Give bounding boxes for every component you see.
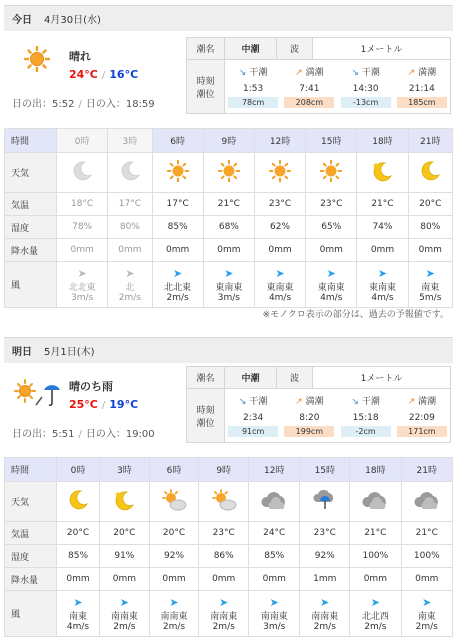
hour-label: 0時 (57, 458, 100, 482)
row-label: 時間 (5, 129, 57, 153)
row-label: 気温 (5, 522, 57, 545)
moon-icon (57, 482, 100, 522)
wave-value: 1メートル (313, 367, 451, 389)
wind-direction: 南東 (69, 611, 88, 622)
rain-value: 0mm (203, 239, 254, 262)
rain-value: 0mm (254, 239, 305, 262)
wind-arrow-icon: ➤ (269, 595, 279, 609)
temp-value: 20°C (149, 522, 199, 545)
wind-speed: 2m/s (118, 292, 141, 303)
wind-direction: 南南東 (210, 611, 238, 622)
wind-direction: 南南東 (260, 611, 288, 622)
wind-speed: 3m/s (70, 292, 94, 303)
wind-cell (357, 262, 408, 308)
hourly-forecast-table (4, 128, 453, 308)
tide-name-label: 潮名 (187, 38, 225, 60)
wind-arrow-icon: ➤ (77, 266, 87, 280)
hour-label: 21時 (408, 129, 452, 153)
cloud-icon (401, 482, 452, 522)
cloud-icon (350, 482, 401, 522)
wind-arrow-icon: ➤ (425, 266, 435, 280)
wind-speed: 2m/s (166, 292, 189, 303)
sunset-text: 日の入：19:00 (85, 429, 155, 440)
rain-value: 0mm (108, 239, 152, 262)
hour-label: 21時 (401, 458, 452, 482)
tide-name-label: 潮名 (187, 367, 225, 389)
tide-entry: ↗ 満潮 21:14 185cm (394, 65, 450, 108)
wave-label: 波 (277, 367, 313, 389)
tide-name: 中潮 (225, 367, 277, 389)
wind-cell (57, 591, 100, 637)
wind-direction: 東南東 (368, 282, 396, 293)
temp-value: 17°C (152, 193, 203, 216)
wind-direction: 南南東 (311, 611, 339, 622)
row-label: 風 (5, 591, 57, 637)
temp-value: 21°C (357, 193, 408, 216)
moon-star-icon (100, 482, 150, 522)
rain-value: 0mm (199, 568, 249, 591)
sun-cloud-icon (149, 482, 199, 522)
wind-speed: 3m/s (217, 292, 240, 303)
hour-label: 3時 (100, 458, 150, 482)
wind-speed: 2m/s (364, 621, 387, 632)
row-label: 降水量 (5, 239, 57, 262)
sun-icon (254, 153, 305, 193)
wind-direction: 北北東 (68, 282, 96, 293)
rain-value: 0mm (57, 568, 100, 591)
day-label: 明日 (12, 347, 32, 358)
tide-entry: ↘ 干潮 15:18 -2cm (338, 394, 394, 437)
temp-value: 23°C (300, 522, 350, 545)
wind-cell (108, 262, 152, 308)
humidity-value: 78% (57, 216, 108, 239)
rain-value: 0mm (249, 568, 300, 591)
wind-speed: 2m/s (313, 621, 336, 632)
hour-label: 9時 (203, 129, 254, 153)
hour-label: 15時 (300, 458, 350, 482)
humidity-value: 100% (350, 545, 401, 568)
hour-label: 18時 (357, 129, 408, 153)
hour-label: 15時 (306, 129, 357, 153)
tide-name: 中潮 (225, 38, 277, 60)
wind-speed: 2m/s (162, 621, 186, 632)
hour-label: 6時 (152, 129, 203, 153)
rain-value: 0mm (357, 239, 408, 262)
wind-arrow-icon: ➤ (173, 266, 183, 280)
wind-cell (300, 591, 350, 637)
temp-value: 23°C (199, 522, 249, 545)
wind-speed: 2m/s (212, 621, 235, 632)
temp-value: 20°C (100, 522, 150, 545)
wave-value: 1メートル (313, 38, 451, 60)
wind-direction: 南南東 (160, 611, 188, 622)
wind-direction: 東南東 (215, 282, 243, 293)
wind-speed: 5m/s (419, 292, 442, 303)
temp-value: 23°C (254, 193, 305, 216)
rain-value: 0mm (152, 239, 203, 262)
row-wind (5, 262, 453, 308)
humidity-value: 65% (306, 216, 357, 239)
row-label: 天気 (5, 482, 57, 522)
hour-label: 18時 (350, 458, 401, 482)
rain-value: 0mm (100, 568, 150, 591)
wind-direction: 南東 (421, 282, 440, 293)
temp-value: 21°C (350, 522, 401, 545)
temp-value: 18°C (57, 193, 108, 216)
wind-speed: 3m/s (263, 621, 286, 632)
row-label: 時間 (5, 458, 57, 482)
row-label: 天気 (5, 153, 57, 193)
row-rain (5, 568, 453, 591)
row-label: 湿度 (5, 545, 57, 568)
humidity-value: 100% (401, 545, 452, 568)
tide-time-level-label: 時刻 潮位 (187, 60, 225, 114)
wind-cell (203, 262, 254, 308)
wind-cell (350, 591, 401, 637)
temp-value: 21°C (203, 193, 254, 216)
rain-value: 0mm (57, 239, 108, 262)
tomorrow-section: 明日 5月1日(木) 晴のち雨 25°C / 19°C 日の出：5:51 / 日の入：19:00 潮名 中潮 波 1メートル 時刻 潮位 ↘ 干潮 2:34 91cm ↗ 満潮 8:20 199cm ↘ 干潮 15:18 -2cm ↗ 満潮 22:09 171cm 時間 0時 3時 6時 9時 12時 15時 18時 21時 天気 気温 20°C 20°C 20°C 23°C 24°C 23°C 21°C 21°C 湿度 85% 91% 92% 86% 85% 92% 100% 100% 降水量 0mm 0mm 0mm 0mm 0mm 1mm 0mm 0mm 風 ➤ 南東 4m/s ➤ 南南東 2m/s ➤ 南南東 2m/s ➤ 南南東 2m/s ➤ 南南東 3m/s ➤ 南南東 2m/s ➤ 北北西 2m/s ➤ 南東 2m/s (4, 330, 453, 640)
sun-icon (152, 153, 203, 193)
humidity-value: 80% (108, 216, 152, 239)
wind-cell (249, 591, 300, 637)
past-forecast-note: ※モノクロ表示の部分は、過去の予報値です。 (262, 310, 449, 320)
temp-value: 20°C (408, 193, 452, 216)
sun-icon (203, 153, 254, 193)
sunset-text: 日の入：18:59 (85, 99, 155, 110)
wind-arrow-icon: ➤ (119, 595, 129, 609)
condition-text: 晴れ (69, 50, 91, 63)
temp-value: 21°C (401, 522, 452, 545)
row-humidity (5, 545, 453, 568)
day-label: 今日 (12, 15, 32, 26)
row-temp (5, 522, 453, 545)
today-section: 今日 4月30日(水) 晴れ 24°C / 16°C 日の出：5:52 / 日の入：18:59 潮名 中潮 波 1メートル 時刻 潮位 ↘ 干潮 1:53 78cm ↗ 満潮 7:41 208cm ↘ 干潮 14:30 -13cm ↗ 満潮 21:14 185cm 時間 0時 3時 6時 9時 12時 15時 18時 21時 天気 気温 18°C 17°C 17°C 21°C 23°C 23°C 21°C 20°C 湿度 78% 80% 85% 68% 62% 65% 74% 80% 降水量 0mm 0mm 0mm 0mm 0mm 0mm 0mm 0mm 風 ➤ 北北東 3m/s ➤ 北 2m/s ➤ 北北東 2m/s ➤ 東南東 3m/s ➤ 東南東 4m/s ➤ 東南東 4m/s ➤ 東南東 4m/s ➤ 南東 5m/s ※モノクロ表示の部分は、過去の予報値です。 (4, 0, 453, 330)
wind-arrow-icon: ➤ (377, 266, 388, 280)
wind-cell (408, 262, 452, 308)
wind-speed: 4m/s (268, 292, 292, 303)
wind-direction: 北北東 (164, 282, 192, 293)
row-weather (5, 482, 453, 522)
humidity-value: 85% (152, 216, 203, 239)
hour-label: 0時 (57, 129, 108, 153)
wind-arrow-icon: ➤ (370, 595, 380, 609)
wind-cell (306, 262, 357, 308)
humidity-value: 62% (254, 216, 305, 239)
rain-value: 0mm (350, 568, 401, 591)
row-label: 湿度 (5, 216, 57, 239)
wind-arrow-icon: ➤ (326, 266, 336, 280)
moon-icon (408, 153, 452, 193)
humidity-value: 86% (199, 545, 249, 568)
row-rain (5, 239, 453, 262)
today-header (4, 5, 453, 31)
wind-arrow-icon: ➤ (73, 595, 83, 609)
temp-value: 17°C (108, 193, 152, 216)
tide-entry: ↘ 干潮 2:34 91cm (225, 394, 281, 437)
tide-table (186, 37, 451, 114)
sun-icon (306, 153, 357, 193)
wind-speed: 2m/s (415, 621, 438, 632)
wind-speed: 4m/s (66, 621, 90, 632)
wind-speed: 4m/s (320, 292, 343, 303)
humidity-value: 91% (100, 545, 150, 568)
rain-value: 0mm (408, 239, 452, 262)
wind-direction: 東南東 (266, 282, 294, 293)
wind-arrow-icon: ➤ (219, 595, 229, 609)
row-label: 降水量 (5, 568, 57, 591)
date-label: 5月1日(木) (44, 347, 95, 358)
cloud-icon (249, 482, 300, 522)
rain-value: 0mm (149, 568, 199, 591)
humidity-value: 92% (300, 545, 350, 568)
tide-entries (225, 65, 450, 108)
humidity-value: 92% (149, 545, 199, 568)
humidity-value: 80% (408, 216, 452, 239)
hour-label: 12時 (249, 458, 300, 482)
tide-entry: ↘ 干潮 1:53 78cm (225, 65, 281, 108)
tide-time-level-label: 時刻 潮位 (187, 389, 225, 443)
wind-cell (401, 591, 452, 637)
row-label: 風 (5, 262, 57, 308)
temp-value: 24°C (249, 522, 300, 545)
rain-value: 1mm (300, 568, 350, 591)
temp-value: 20°C (57, 522, 100, 545)
wind-direction: 北北西 (361, 611, 389, 622)
wind-arrow-icon: ➤ (125, 266, 135, 280)
wind-speed: 2m/s (113, 621, 136, 632)
humidity-value: 74% (357, 216, 408, 239)
row-humidity (5, 216, 453, 239)
wind-speed: 4m/s (371, 292, 394, 303)
wind-arrow-icon: ➤ (320, 595, 330, 609)
hour-label: 12時 (254, 129, 305, 153)
wind-arrow-icon: ➤ (275, 266, 285, 280)
high-temp: 25°C (69, 398, 98, 411)
sun-then-rain-icon (14, 378, 60, 411)
hourly-forecast-table (4, 457, 453, 637)
condition-text: 晴のち雨 (69, 380, 113, 393)
wind-arrow-icon: ➤ (422, 595, 432, 609)
sunny-icon (24, 46, 50, 75)
wind-cell (254, 262, 305, 308)
row-temp (5, 193, 453, 216)
row-weather (5, 153, 453, 193)
row-wind (5, 591, 453, 637)
wind-arrow-icon: ➤ (224, 266, 234, 280)
humidity-value: 85% (57, 545, 100, 568)
wind-arrow-icon: ➤ (169, 595, 179, 609)
tide-entries (225, 394, 450, 437)
tide-entry: ↗ 満潮 7:41 208cm (281, 65, 337, 108)
hour-label: 6時 (149, 458, 199, 482)
row-time (5, 129, 453, 153)
row-time (5, 458, 453, 482)
humidity-value: 68% (203, 216, 254, 239)
tomorrow-header (4, 337, 453, 363)
wind-cell (57, 262, 108, 308)
sunrise-text: 日の出：5:51 (12, 429, 75, 440)
wind-direction: 南南東 (110, 611, 138, 622)
moon-icon (108, 153, 152, 193)
rain-value: 0mm (401, 568, 452, 591)
wind-direction: 北 (125, 282, 135, 293)
hour-label: 9時 (199, 458, 249, 482)
cloud-rain-icon (300, 482, 350, 522)
wind-direction: 東南東 (317, 282, 345, 293)
wind-cell (100, 591, 150, 637)
low-temp: 16°C (109, 68, 139, 81)
rain-value: 0mm (306, 239, 357, 262)
wind-cell (152, 262, 203, 308)
wave-label: 波 (277, 38, 313, 60)
humidity-value: 85% (249, 545, 300, 568)
row-label: 気温 (5, 193, 57, 216)
tide-entry: ↗ 満潮 22:09 171cm (394, 394, 450, 437)
date-label: 4月30日(水) (44, 15, 101, 26)
hour-label: 3時 (108, 129, 152, 153)
high-temp: 24°C (69, 68, 98, 81)
low-temp: 19°C (109, 398, 139, 411)
tide-table (186, 366, 451, 443)
temp-value: 23°C (306, 193, 357, 216)
sun-cloud-icon (199, 482, 249, 522)
tide-entry: ↘ 干潮 14:30 -13cm (338, 65, 394, 108)
moon-icon (57, 153, 108, 193)
moon-star-icon (357, 153, 408, 193)
sunrise-text: 日の出：5:52 (12, 99, 75, 110)
wind-direction: 南東 (417, 611, 436, 622)
wind-cell (149, 591, 199, 637)
tide-entry: ↗ 満潮 8:20 199cm (281, 394, 337, 437)
wind-cell (199, 591, 249, 637)
